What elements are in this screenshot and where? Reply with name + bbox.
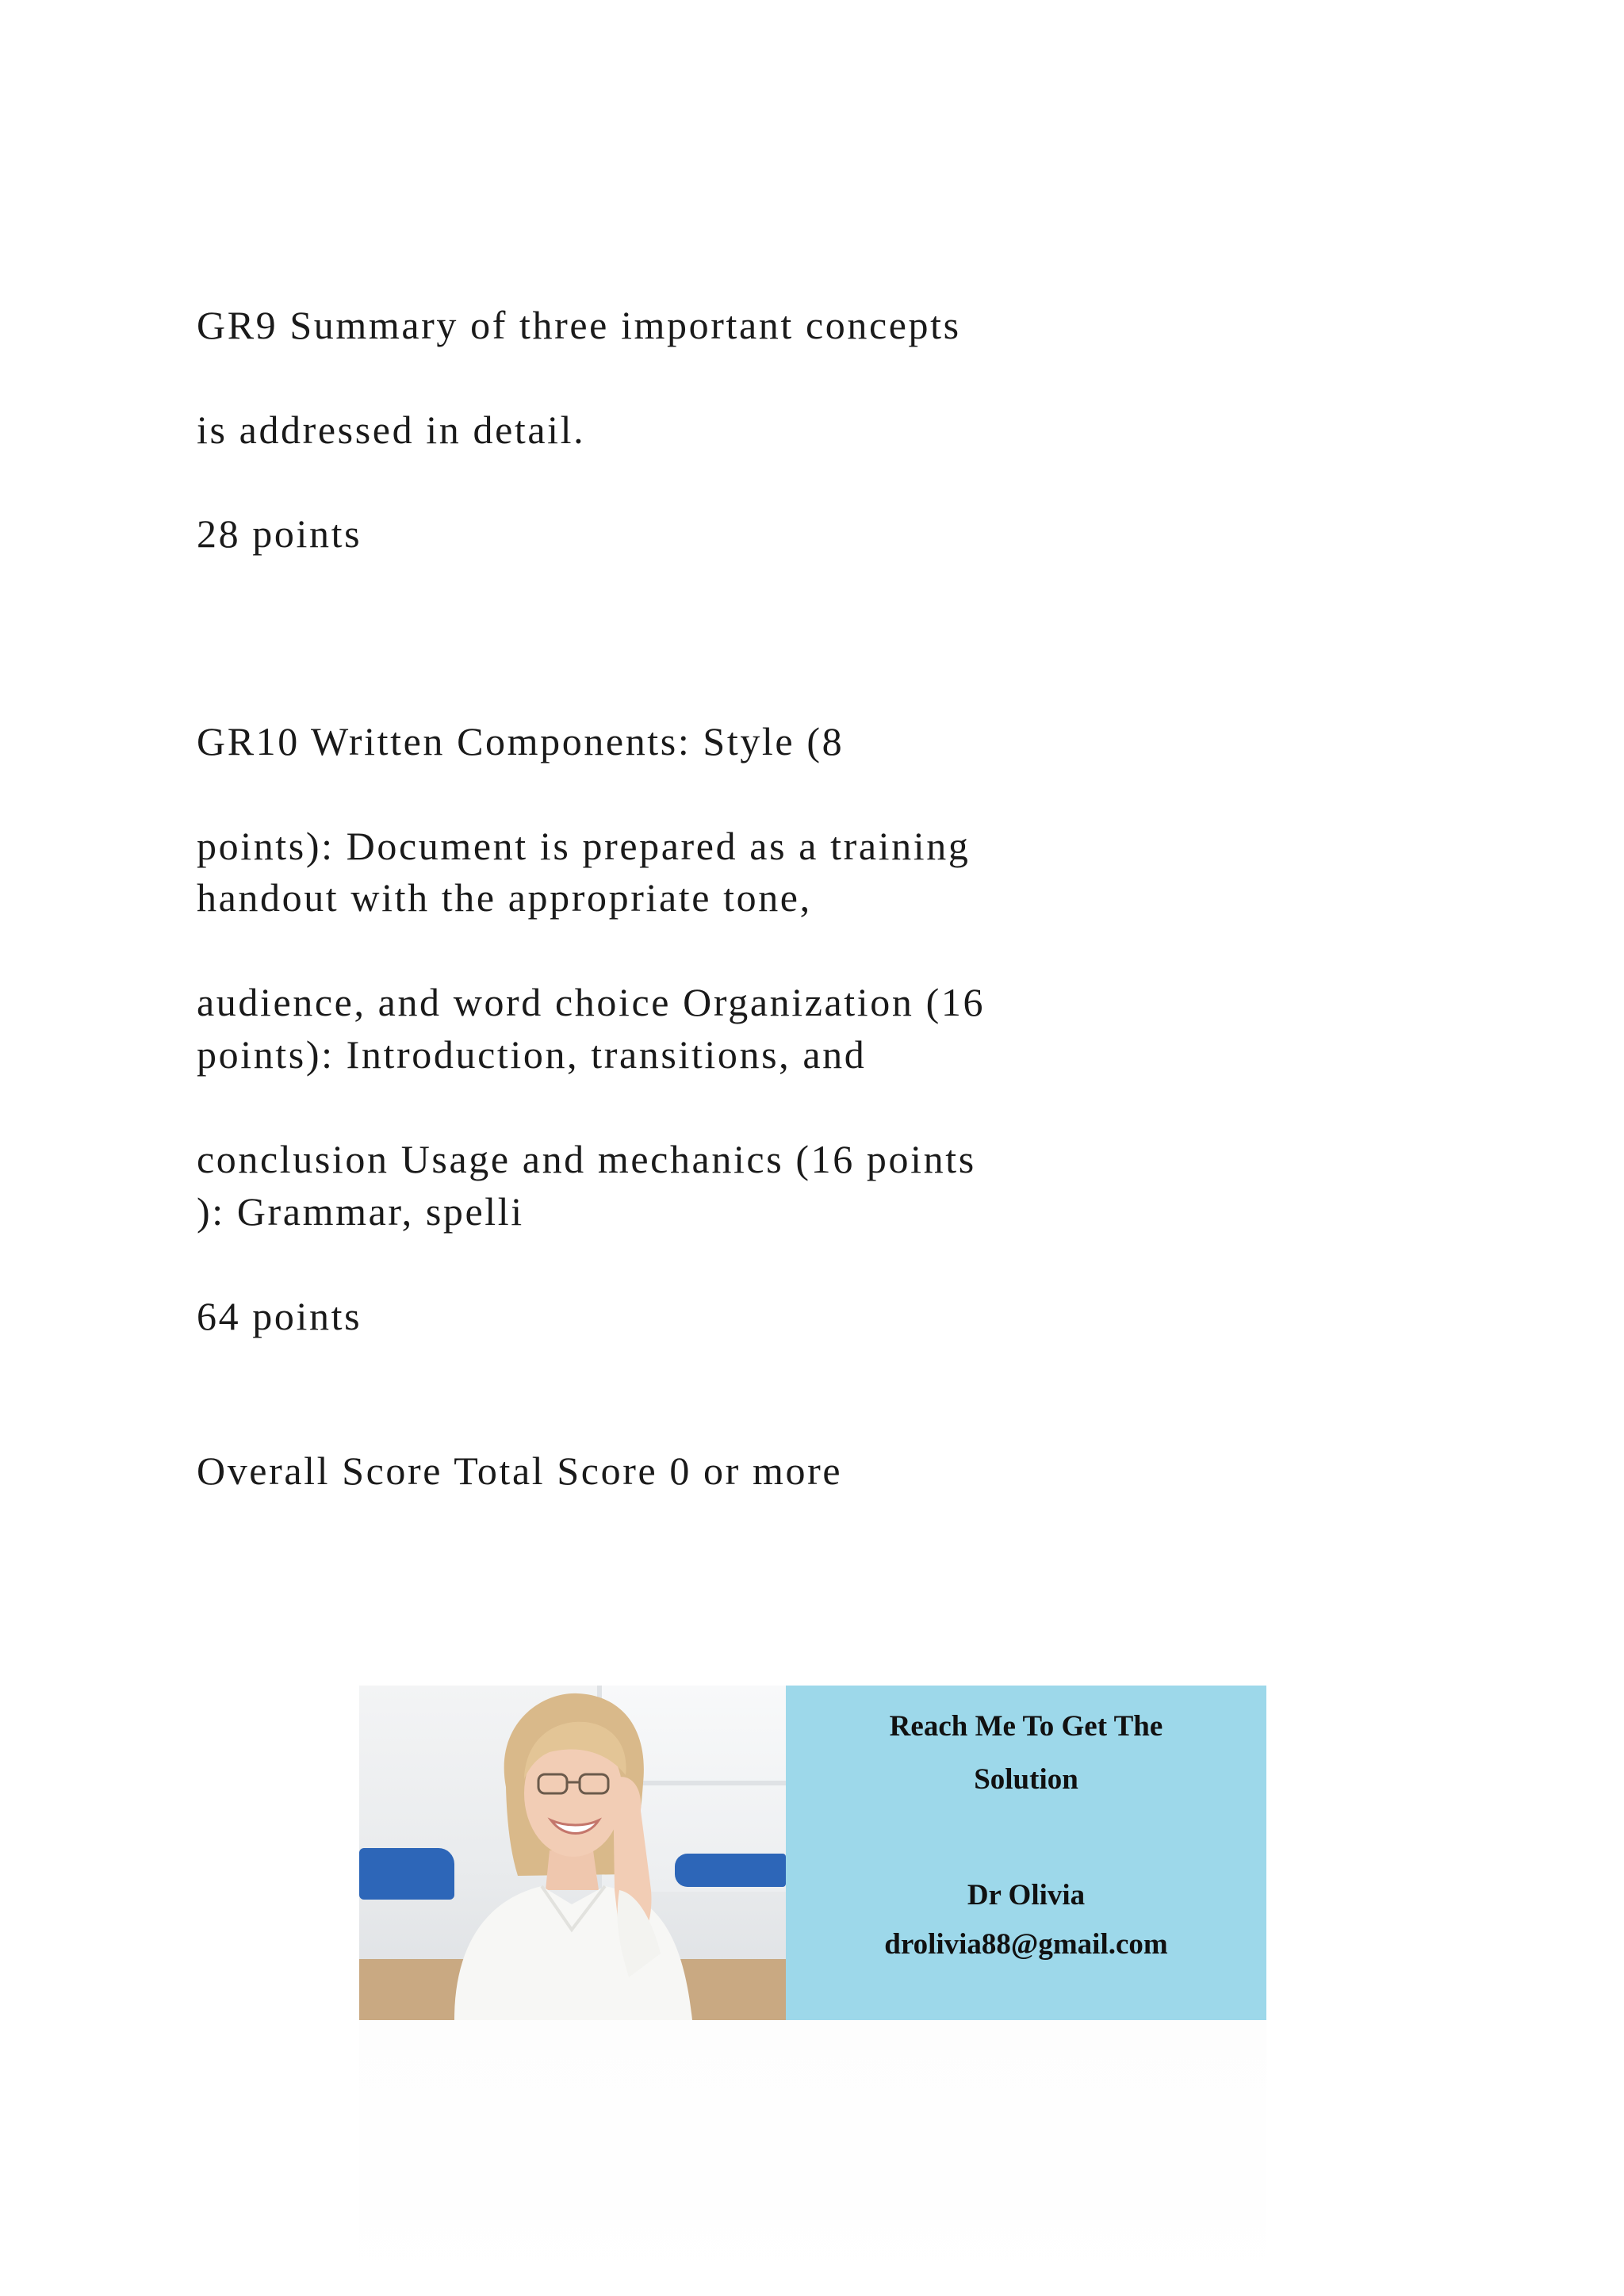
- text-line: Overall Score Total Score 0 or more: [197, 1448, 843, 1493]
- contact-email[interactable]: drolivia88@gmail.com: [884, 1928, 1168, 1961]
- banner-shadow: [359, 2020, 1266, 2296]
- banner-heading-line1: Reach Me To Get The: [889, 1710, 1163, 1743]
- text-line: points): Document is prepared as a training: [197, 824, 971, 868]
- woman-photo: [359, 1686, 786, 2020]
- text-line: audience, and word choice Organization (16: [197, 980, 986, 1024]
- contact-banner: [359, 1686, 1266, 2020]
- text-line: handout with the appropriate tone,: [197, 875, 812, 920]
- text-line: GR9 Summary of three important concepts: [197, 303, 961, 347]
- text-line: 64 points: [197, 1294, 362, 1338]
- text-line: GR10 Written Components: Style (8: [197, 719, 845, 763]
- smiling-woman-illustration: [431, 1692, 700, 2020]
- text-line: points): Introduction, transitions, and: [197, 1032, 867, 1077]
- text-line: is addressed in detail.: [197, 408, 586, 452]
- text-line: 28 points: [197, 511, 362, 556]
- banner-heading-line2: Solution: [974, 1763, 1078, 1796]
- contact-panel: [786, 1686, 1266, 2020]
- text-line: conclusion Usage and mechanics (16 points: [197, 1137, 976, 1181]
- contact-name: Dr Olivia: [967, 1879, 1086, 1911]
- text-line: ): Grammar, spelli: [197, 1189, 524, 1234]
